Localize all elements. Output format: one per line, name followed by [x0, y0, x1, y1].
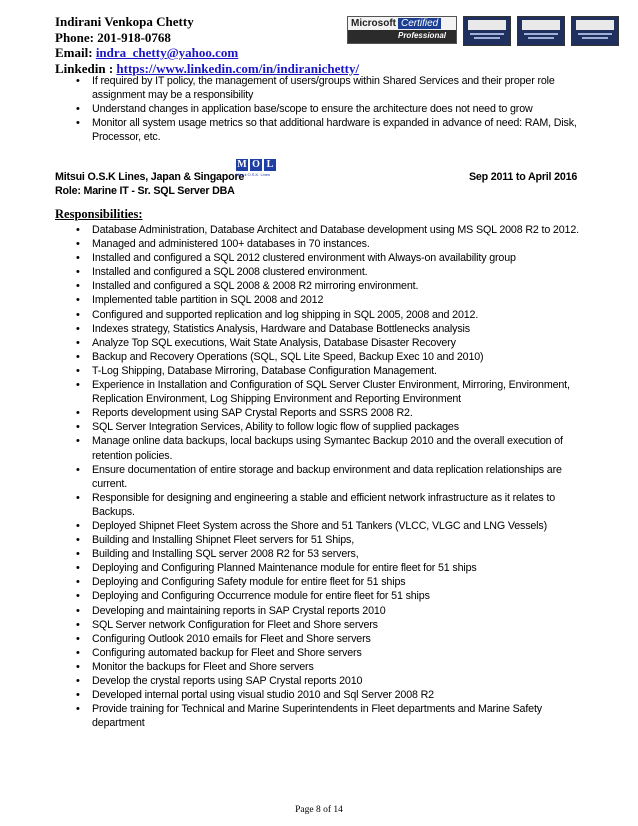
- list-item: • Understand changes in application base/scope to ensure the architecture does not need to grow: [55, 102, 595, 116]
- ms-level: Professional: [397, 31, 446, 40]
- page-number: Page 8 of 14: [295, 805, 343, 815]
- mol-letter: L: [264, 159, 276, 171]
- mol-letter: O: [250, 159, 262, 171]
- list-item: • Analyze Top SQL executions, Wait State Analysis, Database Disaster Recovery: [55, 336, 595, 350]
- intro-bullet-list: [55, 74, 595, 144]
- list-item: • Installed and configured a SQL 2008 & 2008 R2 mirroring environment.: [55, 279, 595, 293]
- email-label: Email:: [55, 45, 96, 60]
- list-item: • If required by IT policy, the management of users/groups within Shared Services and their proper role assignment may be a responsibility: [55, 74, 595, 102]
- email-line: [55, 45, 359, 61]
- list-item: • Responsible for designing and engineering a stable and efficient network infrastructure as it relates to Backups.: [55, 491, 595, 519]
- list-item: • Configuring Outlook 2010 emails for Fleet and Shore servers: [55, 632, 595, 646]
- list-item: • Configuring automated backup for Fleet and Shore servers: [55, 646, 595, 660]
- phone: Phone: 201-918-0768: [55, 29, 171, 45]
- list-item: • Provide training for Technical and Marine Superintendents in Fleet departments and Marine Safety department: [55, 702, 595, 730]
- list-item: • Manage online data backups, local backups using Symantec Backup 2010 and the overall execution of retention policies.: [55, 434, 595, 462]
- list-item: • SQL Server Integration Services, Ability to follow logic flow of supplied packages: [55, 420, 595, 434]
- responsibilities-list: [55, 223, 595, 730]
- contact-header: [55, 14, 359, 76]
- candidate-name: Indirani Venkopa Chetty: [55, 14, 194, 29]
- list-item: • Ensure documentation of entire storage and backup environment and data replication relationships are current.: [55, 463, 595, 491]
- certification-badge-3: [571, 16, 619, 46]
- list-item: • Develop the crystal reports using SAP Crystal reports 2010: [55, 674, 595, 688]
- list-item: • Configured and supported replication and log shipping in SQL 2005, 2008 and 2012.: [55, 308, 595, 322]
- email-link[interactable]: indra_chetty@yahoo.com: [95, 45, 239, 60]
- list-item: • T-Log Shipping, Database Mirroring, Database Configuration Management.: [55, 364, 595, 378]
- responsibilities-heading: Responsibilities:: [55, 207, 143, 221]
- list-item: • Indexes strategy, Statistics Analysis, Hardware and Database Bottlenecks analysis: [55, 322, 595, 336]
- list-item: • Deployed Shipnet Fleet System across the Shore and 51 Tankers (VLCC, VLGC and LNG Vessels): [55, 519, 595, 533]
- ms-cert: Certified: [398, 18, 441, 29]
- list-item: • Database Administration, Database Architect and Database development using MS SQL 2008 R2 to 2012.: [55, 223, 595, 237]
- list-item: • Monitor the backups for Fleet and Shore servers: [55, 660, 595, 674]
- list-item: • Deploying and Configuring Occurrence module for entire fleet for 51 ships: [55, 589, 595, 603]
- certification-badge-2: [517, 16, 565, 46]
- linkedin-link[interactable]: https://www.linkedin.com/in/indiranichetty/: [116, 60, 360, 76]
- certification-logos: [347, 16, 619, 46]
- list-item: • Building and Installing Shipnet Fleet servers for 51 Ships,: [55, 533, 595, 547]
- list-item: • SQL Server network Configuration for Fleet and Shore servers: [55, 618, 595, 632]
- mol-logo: [236, 159, 278, 177]
- list-item: • Installed and configured a SQL 2012 clustered environment with Always-on availability group: [55, 251, 595, 265]
- list-item: • Developed internal portal using visual studio 2010 and Sql Server 2008 R2: [55, 688, 595, 702]
- certification-badge-1: [463, 16, 511, 46]
- job-dates: Sep 2011 to April 2016: [469, 171, 578, 183]
- mol-letter: M: [237, 159, 247, 170]
- list-item: • Reports development using SAP Crystal Reports and SSRS 2008 R2.: [55, 406, 595, 420]
- job-role: Role: Marine IT - Sr. SQL Server DBA: [55, 185, 235, 197]
- list-item: • Managed and administered 100+ databases in 70 instances.: [55, 237, 595, 251]
- list-item: • Monitor all system usage metrics so that additional hardware is expanded in advance of need: RAM, Disk, Processor, etc.: [55, 116, 595, 144]
- list-item: • Backup and Recovery Operations (SQL, SQL Lite Speed, Backup Exec 10 and 2010): [55, 350, 595, 364]
- list-item: • Developing and maintaining reports in SAP Crystal reports 2010: [55, 604, 595, 618]
- microsoft-certified-professional-logo: [347, 16, 457, 44]
- list-item: • Deploying and Configuring Safety module for entire fleet for 51 ships: [55, 575, 595, 589]
- mol-subtext: Mitsui O.S.K. Lines: [236, 172, 271, 177]
- list-item: • Deploying and Configuring Planned Maintenance module for entire fleet for 51 ships: [55, 561, 595, 575]
- list-item: • Implemented table partition in SQL 2008 and 2012: [55, 293, 595, 307]
- ms-brand: Microsoft: [351, 18, 396, 29]
- list-item: • Experience in Installation and Configuration of SQL Server Cluster Environment, Mirroring, Environment, Replication Environment, Log Shipping Environment and Reporting Environment: [55, 378, 595, 406]
- list-item: • Installed and configured a SQL 2008 clustered environment.: [55, 265, 595, 279]
- company-name: Mitsui O.S.K Lines, Japan & Singapore: [55, 171, 245, 183]
- list-item: • Building and Installing SQL server 2008 R2 for 53 servers,: [55, 547, 595, 561]
- linkedin-label: Linkedin :: [55, 60, 117, 76]
